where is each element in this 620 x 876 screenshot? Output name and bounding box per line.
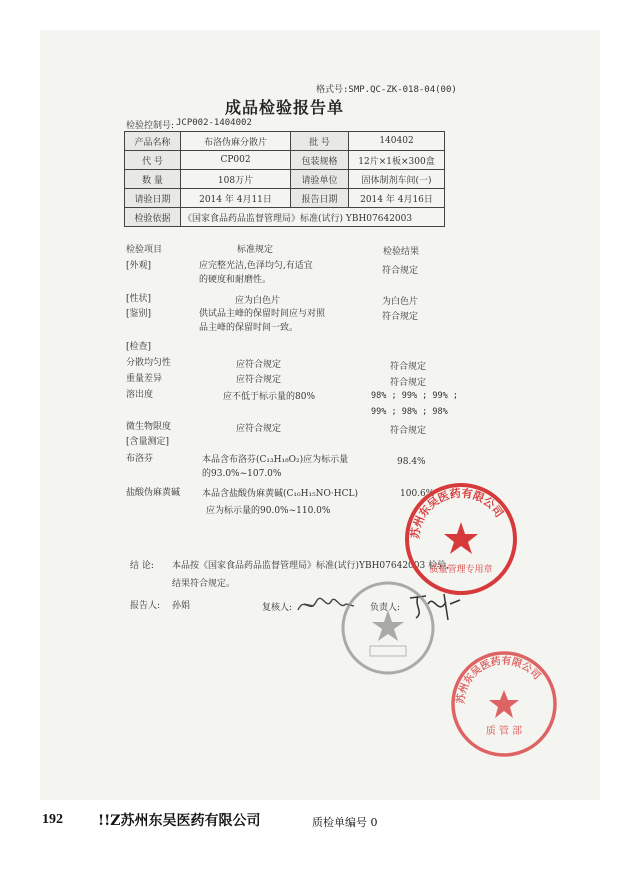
code-value: CP002: [181, 151, 291, 170]
table-row: [125, 189, 445, 208]
micro-result: 符合规定: [390, 426, 427, 436]
weight-result: 符合规定: [390, 378, 427, 388]
pse-std-1: 本品含盐酸伪麻黄碱(C₁₀H₁₅NO·HCL): [202, 489, 359, 499]
disperse-std: 应符合规定: [236, 360, 282, 370]
inspection-no-label: 检验控制号:: [126, 121, 175, 131]
ibuprofen-std-1: 本品含布洛芬(C₁₃H₁₈O₂)应为标示量: [202, 455, 349, 465]
weight-std: 应符合规定: [236, 375, 282, 385]
table-row: [125, 151, 445, 170]
format-number: 格式号:SMP.QC-ZK-018-04(00): [316, 85, 457, 95]
appearance-std-1: 应完整光洁,色泽均匀,有适宜: [199, 261, 313, 271]
qty-label: 数 量: [125, 170, 181, 189]
dissolve-std: 应不低于标示量的80%: [223, 392, 316, 402]
micro-label: 微生物限度: [126, 422, 172, 432]
basis-label: 检验依据: [125, 208, 181, 227]
conclusion-label: 结 论:: [130, 561, 154, 571]
stamp3-text: 苏州东吴医药有限公司: [455, 655, 543, 705]
col-std-header: 标准规定: [237, 245, 274, 255]
product-name-value: 布洛伪麻分散片: [181, 132, 291, 151]
stamp3-sub: 质 管 部: [485, 726, 523, 737]
dissolve-result-2: 99% ; 98% ; 98%: [371, 407, 448, 417]
appearance-result: 符合规定: [382, 266, 419, 276]
spec-value: 12片×1板×300盒: [349, 151, 445, 170]
identify-std-2: 品主峰的保留时间一致。: [199, 323, 299, 333]
col-item-header: 检验项目: [126, 245, 163, 255]
conclusion-text-2: 结果符合规定。: [172, 579, 236, 589]
stamp1-sub: 质量管理专用章: [429, 565, 493, 575]
quality-dept-stamp: [338, 578, 438, 678]
col-result-header: 检验结果: [383, 247, 420, 257]
dissolve-result-1: 98% ; 99% ; 99% ;: [371, 391, 458, 401]
content-label: [含量测定]: [126, 437, 170, 447]
appearance-std-2: 的硬度和耐磨性。: [199, 275, 272, 285]
dissolve-label: 溶出度: [126, 390, 154, 400]
weight-label: 重量差异: [126, 374, 163, 384]
character-result: 为白色片: [382, 297, 419, 307]
ibuprofen-std-2: 的93.0%~107.0%: [202, 469, 282, 479]
pse-result: 100.6%: [400, 489, 435, 499]
appearance-label: [外观]: [126, 261, 152, 271]
product-name-label: 产品名称: [125, 132, 181, 151]
ibuprofen-label: 布洛芬: [126, 454, 154, 464]
identify-std-1: 供试品主峰的保留时间应与对照: [199, 309, 326, 319]
product-info-table: [124, 131, 445, 227]
identify-result: 符合规定: [382, 312, 419, 322]
reviewer-label: 复核人:: [262, 603, 293, 613]
ibuprofen-result: 98.4%: [397, 457, 426, 467]
batch-value: 140402: [349, 132, 445, 151]
table-row: [125, 208, 445, 227]
disperse-result: 符合规定: [390, 362, 427, 372]
report-date-label: 报告日期: [291, 189, 349, 208]
identify-label: [鉴别]: [126, 309, 152, 319]
inspection-no-value: JCP002-1404002: [176, 118, 252, 128]
request-unit-label: 请验单位: [291, 170, 349, 189]
conclusion-text-1: 本品按《国家食品药品监督管理局》标准(试行)YBH07642003 检验,: [172, 561, 449, 571]
code-label: 代 号: [125, 151, 181, 170]
request-date-label: 请验日期: [125, 189, 181, 208]
page-title: 成品检验报告单: [225, 98, 345, 117]
responsible-label: 负责人:: [370, 603, 401, 613]
check-label: [检查]: [126, 342, 152, 352]
basis-value: 《国家食品药品监督管理局》标准(试行) YBH07642003: [181, 208, 445, 227]
batch-label: 批 号: [291, 132, 349, 151]
footer-company: !!Z苏州东吴医药有限公司: [98, 813, 261, 829]
pse-label: 盐酸伪麻黄碱: [126, 488, 181, 498]
table-row: [125, 132, 445, 151]
reporter-label: 报告人:: [130, 601, 161, 611]
disperse-label: 分散均匀性: [126, 358, 172, 368]
micro-std: 应符合规定: [236, 424, 282, 434]
table-row: [125, 170, 445, 189]
quality-mgmt-stamp: [448, 648, 560, 760]
request-date-value: 2014 年 4月11日: [181, 189, 291, 208]
character-std: 应为白色片: [235, 296, 281, 306]
character-label: [性状]: [126, 294, 152, 304]
reporter-name: 孙娟: [172, 601, 191, 611]
footer-qc-number: 质检单编号 0: [312, 816, 378, 829]
report-date-value: 2014 年 4月16日: [349, 189, 445, 208]
page-number: 192: [42, 812, 63, 827]
pse-std-2: 应为标示量的90.0%~110.0%: [206, 506, 331, 516]
spec-label: 包装规格: [291, 151, 349, 170]
request-unit-value: 固体制剂车间(一): [349, 170, 445, 189]
qty-value: 108万片: [181, 170, 291, 189]
stamp1-text: 苏州东吴医药有限公司: [408, 486, 506, 540]
